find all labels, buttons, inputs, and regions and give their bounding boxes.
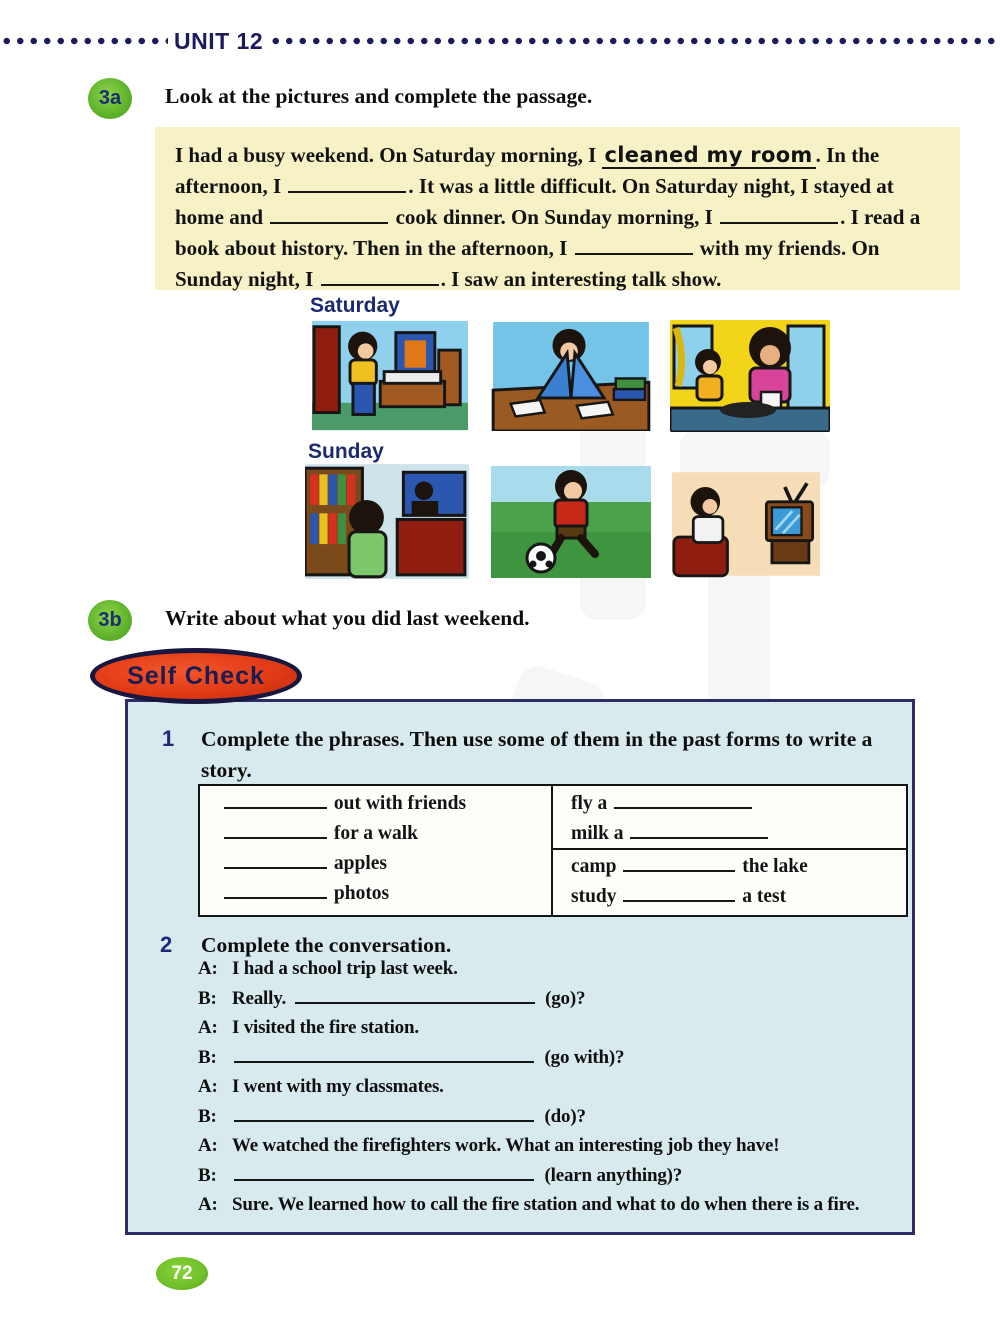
conversation-blank [234,1174,534,1181]
section-3b-title: Write about what you did last weekend. [165,606,530,630]
hint-text: (go)? [540,987,586,1009]
phrase-blank [623,865,735,872]
conversation-text: I visited the fire station. [232,1017,419,1038]
self-check-label: Self Check [127,661,265,690]
phrase-item: milk a [571,823,906,853]
phrases-right-cell [553,786,906,915]
saturday-picture-study [490,322,652,431]
conversation-text: We watched the firefighters work. What an interesting job they have! [232,1135,780,1156]
saturday-label: Saturday [310,294,400,317]
passage-blank [270,217,388,224]
phrase-blank [224,802,327,809]
speaker-label: B: [198,987,217,1009]
speaker-label: B: [198,1105,217,1127]
unit-header [0,27,1000,54]
conversation-text: Sure. We learned how to call the fire station and what to do when there is a fire. [232,1194,860,1215]
conversation-blank [234,1115,534,1122]
section-3a-title: Look at the pictures and complete the passage. [165,84,593,108]
saturday-picture-clean-room [312,320,468,431]
task-1-title: Complete the phrases. Then use some of them in the past forms to write a story. [201,727,873,782]
conversation-text: I had a school trip last week. [232,958,458,979]
passage-blank [720,217,838,224]
speaker-label: A: [198,958,218,979]
conversation-line: B: Really. (go)? [198,987,586,1009]
sunday-picture-library [305,464,469,579]
phrase-blank [224,862,327,869]
section-3a-badge: 3a [88,78,132,119]
passage-blank [288,186,406,193]
conversation-line [198,1017,910,1039]
conversation [198,958,910,1224]
sunday-picture-watch-tv [672,468,820,580]
sunday-label: Sunday [308,440,384,463]
conversation-line [198,958,910,980]
phrase-item: camp the lake [571,856,808,877]
task-2-title: Complete the conversation. [201,933,452,957]
passage-blank [575,248,693,255]
phrase-blank [623,895,735,902]
phrase-item: for a walk [222,823,551,853]
saturday-picture-cook-dinner [670,320,830,432]
header-dots-right [269,37,1000,45]
conversation-text: I went with my classmates. [232,1076,444,1097]
speaker-label: A: [198,1017,218,1038]
speaker-label: A: [198,1135,218,1156]
header-dots-left [0,37,168,45]
phrase-blank [614,802,752,809]
unit-title: UNIT 12 [174,27,264,54]
sunday-picture-play-football [490,466,652,578]
conversation-blank [234,1056,534,1063]
phrases-left-cell [200,786,553,915]
hint-text: (learn anything)? [540,1164,683,1186]
phrase-item: study a test [571,886,787,907]
conversation-line [198,1165,910,1187]
phrases-right-bottom-cell [553,850,906,916]
phrases-right-top-cell [553,786,906,850]
speaker-label: B: [198,1164,217,1186]
page-number-badge [156,1257,208,1290]
speaker-label: A: [198,1194,218,1215]
passage-blank [321,279,439,286]
passage-answer: cleaned my room [602,143,816,169]
passage-box [155,127,960,290]
phrases-table [198,784,908,917]
page-number: 72 [171,1262,193,1284]
phrase-item: apples [222,853,551,883]
self-check-badge [90,648,302,704]
conversation-line [198,1076,910,1098]
phrase-blank [224,892,327,899]
section-3b-badge: 3b [88,600,132,641]
task-1-number: 1 [162,726,175,751]
task-2-number: 2 [160,932,173,957]
speaker-label: A: [198,1076,218,1097]
hint-text: (go with)? [540,1046,625,1068]
self-check-panel [125,699,915,1235]
conversation-line [198,1106,910,1128]
phrase-item: fly a [571,793,906,823]
hint-text: (do)? [540,1105,586,1127]
conversation-line [198,1194,910,1216]
phrase-blank [224,832,327,839]
phrase-item: photos [222,883,551,913]
conversation-line [198,1135,910,1157]
phrase-blank [630,832,768,839]
speaker-label: B: [198,1046,217,1068]
conversation-line [198,1047,910,1069]
phrase-item: out with friends [222,793,551,823]
passage-text: I had a busy weekend. On Saturday morning, I cleaned my room . In the afternoon, I . It was a little difficult. On Saturday night, I stayed at home and cook dinner. On Sunday morning, I . I read a book about history. Then in the afternoon, I with my friends. On Sunday night, I . I saw an interesting talk show. [175,143,921,291]
conversation-blank [295,997,535,1004]
